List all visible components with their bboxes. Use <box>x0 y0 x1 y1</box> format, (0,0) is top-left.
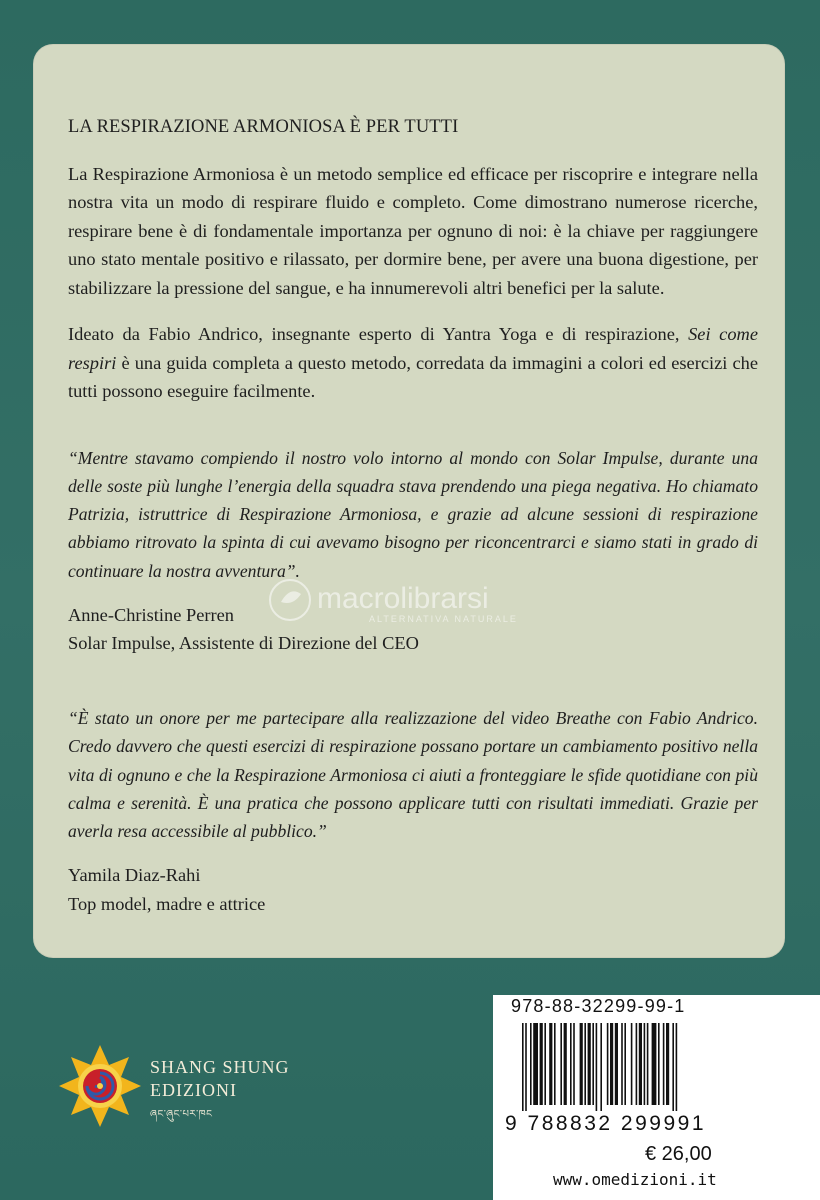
description-paragraph: La Respirazione Armoniosa è un metodo semplice ed efficace per riscoprire e integrare nella nostra vita un modo di respirare fluido e completo. Come dimostrano numerose ricerche, respirare bene è di fondamentale importanza per ognuno di noi: è la chiave per raggiungere uno stato mentale positivo e rilassato, per dormire bene, per avere una buona digestione, per stabilizzare la pressione del sangue, e ha innumerevoli altri benefici per la salute. <box>68 163 758 298</box>
publisher-logo-icon <box>57 1043 143 1129</box>
barcode-bar <box>549 1023 552 1105</box>
barcode-bar <box>658 1023 660 1105</box>
barcode-bar <box>540 1023 543 1105</box>
barcode-bar <box>600 1023 602 1111</box>
barcode-bar <box>560 1023 562 1105</box>
barcode-bar <box>621 1023 623 1105</box>
barcode-bar <box>615 1023 618 1105</box>
barcode-bar <box>573 1023 575 1105</box>
barcode-bar <box>647 1023 649 1105</box>
cover-text <box>68 113 758 918</box>
barcode-bar <box>564 1023 567 1105</box>
barcode-bar <box>530 1023 532 1105</box>
barcode-bar <box>580 1023 583 1105</box>
barcode-bar <box>544 1023 546 1105</box>
publisher-script: ཞང་ཞུང་པར་ཁང <box>150 1109 213 1120</box>
publisher-subtitle: EDIZIONI <box>150 1080 237 1100</box>
barcode-bar <box>570 1023 572 1105</box>
barcode-bar <box>639 1023 642 1105</box>
barcode-bar <box>584 1023 586 1105</box>
barcode-bar <box>676 1023 678 1111</box>
barcode-bar <box>522 1023 524 1111</box>
book-title: Sei come respiri <box>68 324 758 373</box>
price: € 26,00 <box>645 1143 712 1165</box>
barcode-bar <box>631 1023 633 1105</box>
barcode-bar <box>525 1023 527 1111</box>
book-heading: LA RESPIRAZIONE ARMONIOSA È PER TUTTI <box>68 117 459 137</box>
barcode-bar <box>644 1023 646 1105</box>
author-name: Anne-Christine Perren <box>68 604 234 625</box>
testimonial-author-2 <box>68 861 758 918</box>
barcode-bar <box>533 1023 538 1105</box>
barcode-bar <box>592 1023 594 1105</box>
isbn-top: 978-88-32299-99-1 <box>511 996 686 1016</box>
barcode-bar <box>663 1023 665 1105</box>
testimonial-quote: “Mentre stavamo compiendo il nostro volo intorno al mondo con Solar Impulse, durante una delle soste più lunghe l’energia della squadra stava prendendo una piega negativa. Ho chiamato Patrizia, istruttrice di Respirazione Armoniosa, e grazie ad alcune sessioni di respirazione abbiamo ritrovato la spinta di cui avevamo bisogno per riconcentrarci e siamo stati in grado di continuare la nostra avventura”. <box>68 447 758 581</box>
barcode-bar <box>607 1023 609 1105</box>
testimonial-author <box>68 601 758 658</box>
barcode-bar <box>624 1023 626 1105</box>
barcode-bar <box>666 1023 669 1105</box>
barcode-bar <box>554 1023 556 1105</box>
testimonial-quote-2: “È stato un onore per me partecipare alla realizzazione del video Breathe con Fabio Andrico. Credo davvero che questi esercizi di respirazione possano portare un cambiamento positivo nella vita di ognuno e che la Respirazione Armoniosa ci aiuti a fronteggiare le sfide quotidiane con più calma e serenità. È una pratica che possono applicare tutti con risultati immediati. Grazie per averla resa accessibile al pubblico.” <box>68 707 758 842</box>
website-url: www.omedizioni.it <box>553 1170 717 1189</box>
author-role-2: Top model, madre e attrice <box>68 893 266 914</box>
barcode-bar <box>596 1023 598 1111</box>
publisher-name: SHANG SHUNG <box>150 1057 290 1077</box>
paragraph-text-end: è una guida completa a questo metodo, corredata da immagini a colori ed esercizi che tutti possono eseguire facilmente. <box>68 352 758 401</box>
watermark-brand: macrolibrarsi <box>317 582 489 615</box>
barcode-graphic <box>520 1023 800 1113</box>
author-paragraph <box>68 320 758 406</box>
paragraph-text: Ideato da Fabio Andrico, insegnante esperto di Yantra Yoga e di respirazione, <box>68 324 689 344</box>
barcode-bar <box>652 1023 657 1105</box>
barcode-bar <box>610 1023 613 1105</box>
barcode-bar <box>636 1023 638 1105</box>
isbn-number: 9 788832 299991 <box>505 1112 706 1135</box>
barcode-bar <box>588 1023 591 1105</box>
watermark-tagline: ALTERNATIVA NATURALE <box>369 614 518 624</box>
author-name-2: Yamila Diaz-Rahi <box>68 865 201 886</box>
barcode-bar <box>672 1023 674 1111</box>
author-role: Solar Impulse, Assistente di Direzione del CEO <box>68 633 419 654</box>
